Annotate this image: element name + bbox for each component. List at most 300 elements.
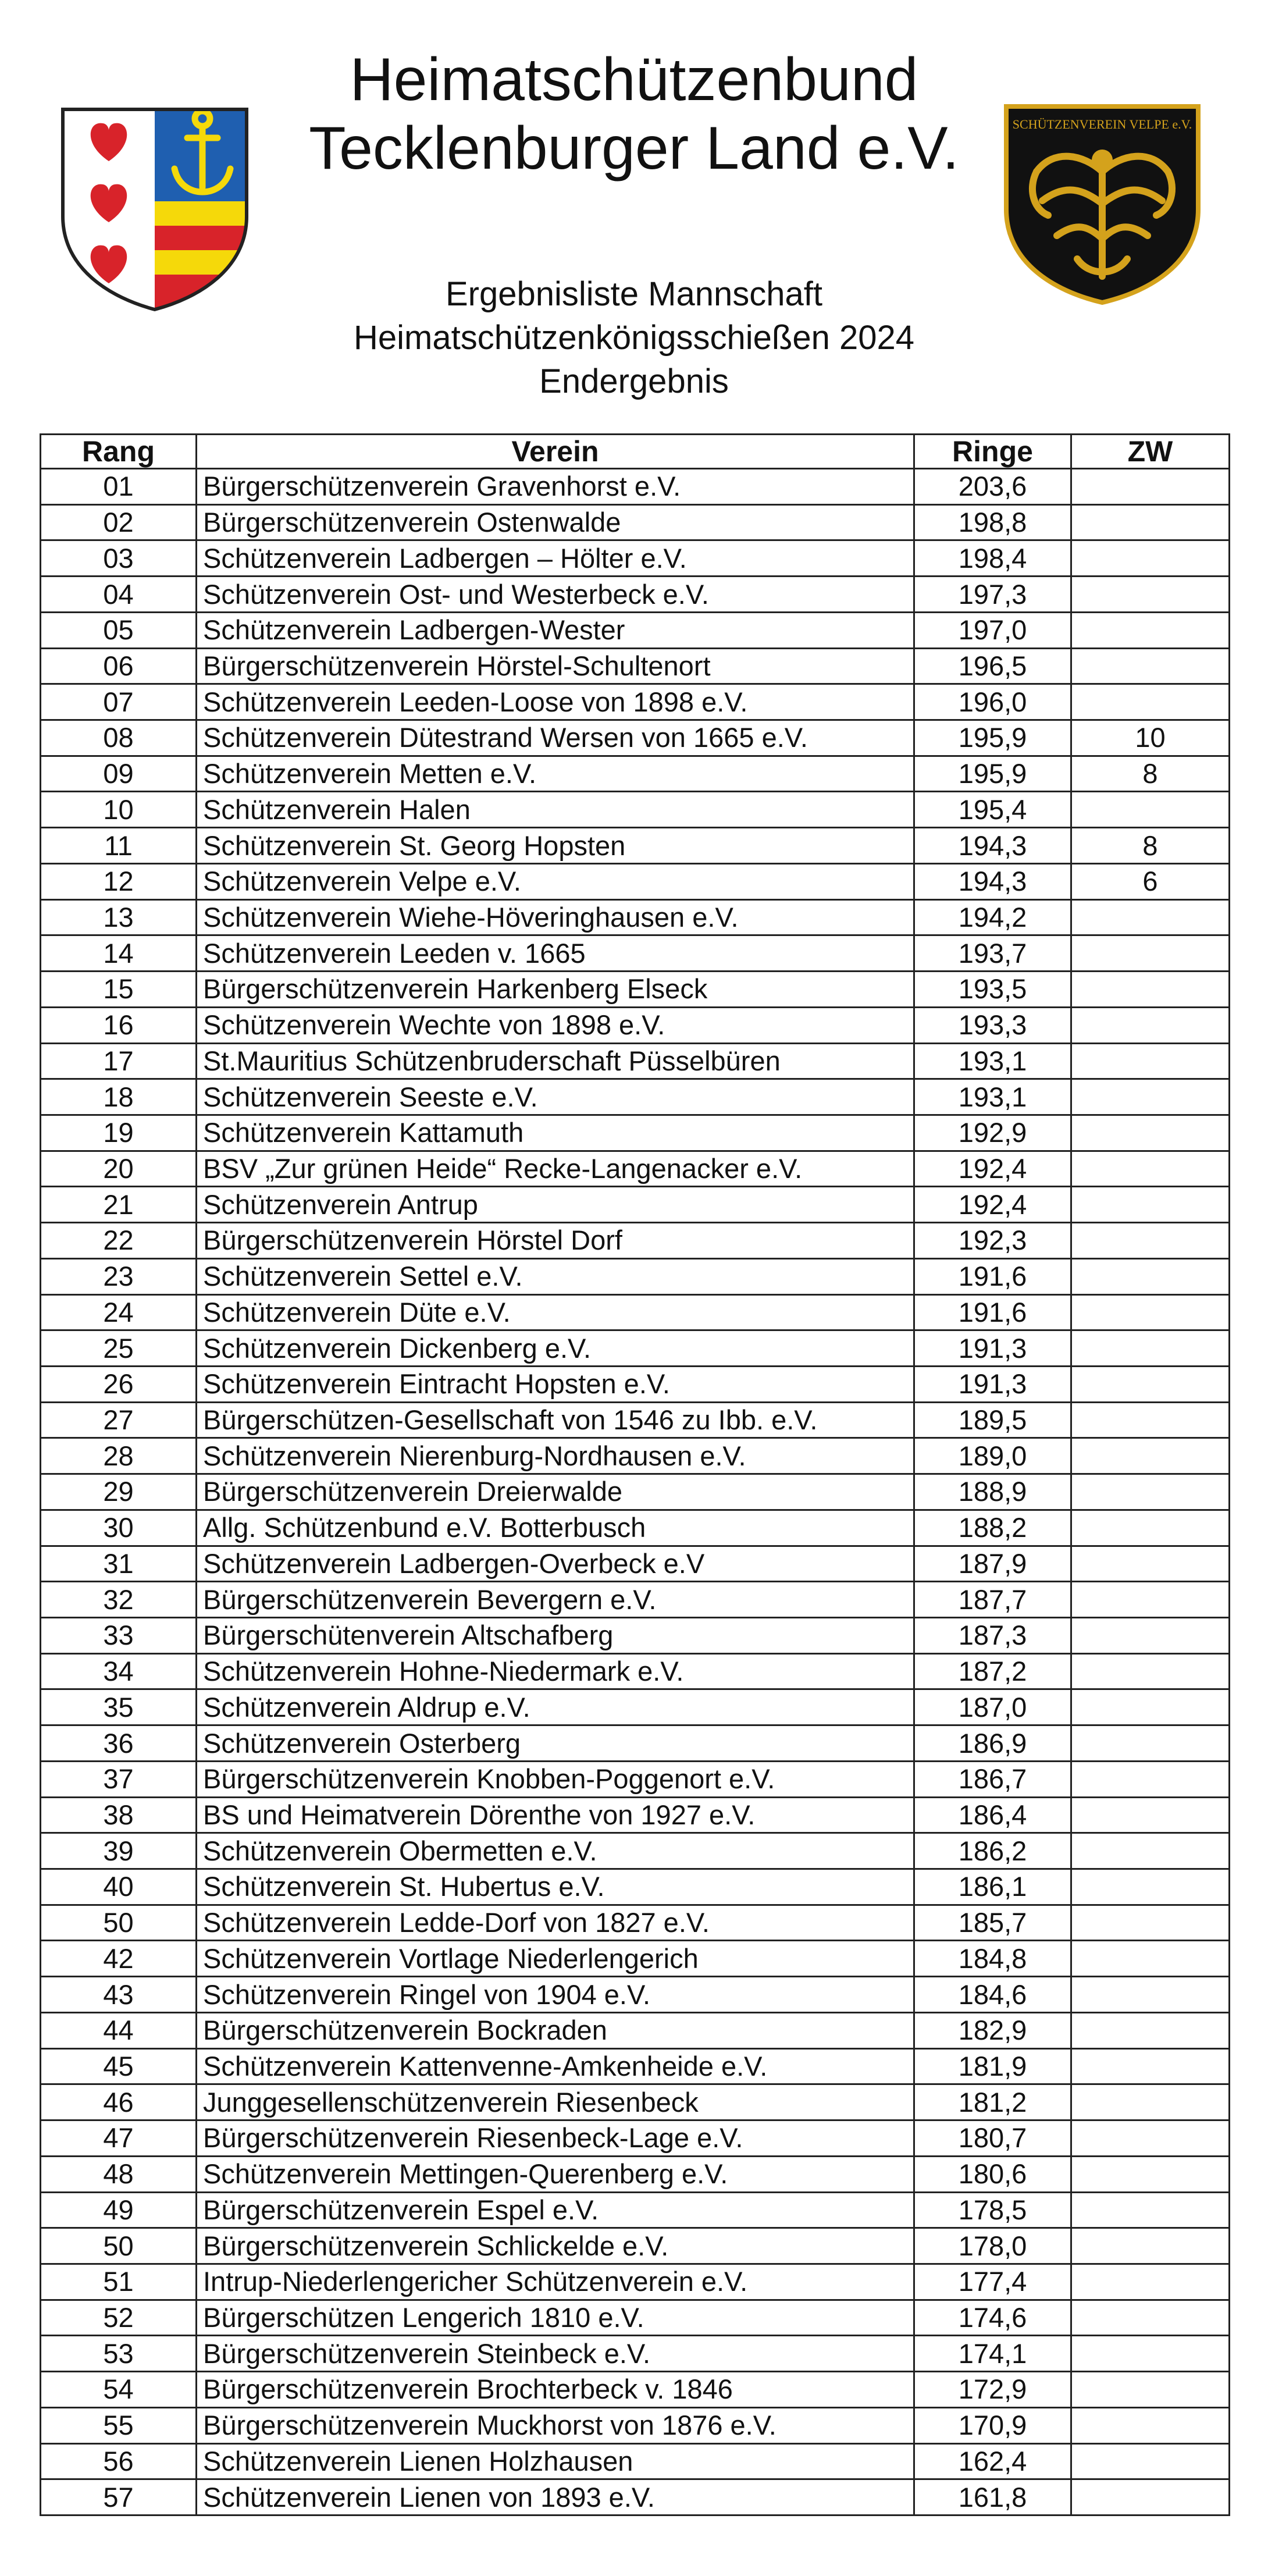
cell-ringe: 186,1	[914, 1869, 1071, 1905]
table-row	[41, 2048, 1230, 2084]
table-row	[41, 935, 1230, 972]
crest-text: SCHÜTZENVEREIN VELPE e.V.	[1012, 117, 1192, 131]
cell-rang: 57	[41, 2479, 197, 2515]
cell-rang: 49	[41, 2192, 197, 2228]
cell-verein: Bürgerschützenverein Hörstel Dorf	[197, 1223, 914, 1259]
cell-zw: 8	[1071, 756, 1230, 792]
cell-ringe: 161,8	[914, 2479, 1071, 2515]
cell-verein: Schützenverein Dickenberg e.V.	[197, 1330, 914, 1367]
cell-zw	[1071, 469, 1230, 505]
cell-ringe: 184,6	[914, 1977, 1071, 2013]
cell-ringe: 172,9	[914, 2372, 1071, 2408]
header-rang: Rang	[41, 435, 197, 469]
table-row	[41, 2084, 1230, 2120]
cell-zw	[1071, 1977, 1230, 2013]
cell-verein: Schützenverein Kattenvenne-Amkenheide e.V.	[197, 2048, 914, 2084]
cell-zw	[1071, 2372, 1230, 2408]
cell-ringe: 192,9	[914, 1115, 1071, 1151]
cell-zw	[1071, 2479, 1230, 2515]
cell-zw	[1071, 1294, 1230, 1330]
cell-ringe: 198,4	[914, 540, 1071, 577]
table-row	[41, 828, 1230, 864]
cell-verein: Schützenverein Lienen Holzhausen	[197, 2443, 914, 2479]
cell-verein: Schützenverein Dütestrand Wersen von 1665 e.V.	[197, 720, 914, 756]
cell-verein: BSV „Zur grünen Heide“ Recke-Langenacker e.V.	[197, 1151, 914, 1187]
cell-ringe: 192,3	[914, 1223, 1071, 1259]
cell-ringe: 191,6	[914, 1258, 1071, 1294]
cell-rang: 42	[41, 1941, 197, 1977]
cell-zw	[1071, 1366, 1230, 1402]
cell-verein: Bürgerschützen-Gesellschaft von 1546 zu Ibb. e.V.	[197, 1402, 914, 1438]
table-row	[41, 2443, 1230, 2479]
cell-ringe: 178,0	[914, 2228, 1071, 2264]
cell-verein: Schützenverein Nierenburg-Nordhausen e.V.	[197, 1438, 914, 1474]
table-row	[41, 2156, 1230, 2192]
cell-rang: 26	[41, 1366, 197, 1402]
header-ringe: Ringe	[914, 435, 1071, 469]
cell-rang: 20	[41, 1151, 197, 1187]
cell-zw	[1071, 2084, 1230, 2120]
cell-zw	[1071, 1151, 1230, 1187]
table-row	[41, 1223, 1230, 1259]
table-row	[41, 1079, 1230, 1115]
cell-zw	[1071, 1761, 1230, 1797]
cell-zw	[1071, 1869, 1230, 1905]
cell-zw	[1071, 1258, 1230, 1294]
cell-rang: 24	[41, 1294, 197, 1330]
table-row	[41, 1294, 1230, 1330]
cell-zw	[1071, 1905, 1230, 1941]
cell-rang: 39	[41, 1833, 197, 1869]
cell-verein: Junggesellenschützenverein Riesenbeck	[197, 2084, 914, 2120]
table-row	[41, 863, 1230, 899]
cell-rang: 21	[41, 1187, 197, 1223]
cell-zw	[1071, 1402, 1230, 1438]
cell-rang: 27	[41, 1402, 197, 1438]
cell-rang: 50	[41, 2228, 197, 2264]
cell-rang: 43	[41, 1977, 197, 2013]
cell-verein: Schützenverein Ost- und Westerbeck e.V.	[197, 577, 914, 613]
cell-rang: 05	[41, 612, 197, 648]
table-row	[41, 2192, 1230, 2228]
cell-verein: Schützenverein Seeste e.V.	[197, 1079, 914, 1115]
page-title	[244, 45, 1024, 183]
cell-zw	[1071, 1330, 1230, 1367]
cell-ringe: 182,9	[914, 2012, 1071, 2048]
cell-zw	[1071, 648, 1230, 684]
cell-rang: 11	[41, 828, 197, 864]
cell-zw	[1071, 1115, 1230, 1151]
cell-rang: 56	[41, 2443, 197, 2479]
table-row	[41, 1941, 1230, 1977]
table-row	[41, 1007, 1230, 1043]
cell-zw	[1071, 972, 1230, 1008]
cell-rang: 38	[41, 1797, 197, 1833]
table-row	[41, 2300, 1230, 2336]
table-row	[41, 504, 1230, 540]
table-row	[41, 1653, 1230, 1689]
cell-rang: 28	[41, 1438, 197, 1474]
table-row	[41, 1833, 1230, 1869]
cell-verein: Schützenverein Antrup	[197, 1187, 914, 1223]
table-row	[41, 612, 1230, 648]
table-row	[41, 2120, 1230, 2157]
cell-ringe: 189,5	[914, 1402, 1071, 1438]
cell-ringe: 170,9	[914, 2407, 1071, 2443]
cell-ringe: 195,9	[914, 756, 1071, 792]
cell-rang: 01	[41, 469, 197, 505]
table-row	[41, 2336, 1230, 2372]
cell-ringe: 191,3	[914, 1330, 1071, 1367]
cell-verein: Bürgerschützenverein Muckhorst von 1876 e.V.	[197, 2407, 914, 2443]
cell-rang: 08	[41, 720, 197, 756]
table-row	[41, 1510, 1230, 1546]
cell-verein: Bürgerschützenverein Ostenwalde	[197, 504, 914, 540]
cell-rang: 40	[41, 1869, 197, 1905]
cell-ringe: 187,7	[914, 1582, 1071, 1618]
cell-ringe: 192,4	[914, 1187, 1071, 1223]
title-line-2: Tecklenburger Land e.V.	[309, 115, 959, 182]
cell-verein: Allg. Schützenbund e.V. Botterbusch	[197, 1510, 914, 1546]
cell-zw	[1071, 2228, 1230, 2264]
table-row	[41, 469, 1230, 505]
cell-ringe: 185,7	[914, 1905, 1071, 1941]
cell-zw	[1071, 2300, 1230, 2336]
cell-rang: 46	[41, 2084, 197, 2120]
cell-verein: Bürgerschützenverein Steinbeck e.V.	[197, 2336, 914, 2372]
cell-ringe: 188,2	[914, 1510, 1071, 1546]
cell-verein: Schützenverein Ringel von 1904 e.V.	[197, 1977, 914, 2013]
cell-ringe: 187,0	[914, 1689, 1071, 1725]
cell-ringe: 193,3	[914, 1007, 1071, 1043]
table-row	[41, 899, 1230, 935]
cell-rang: 47	[41, 2120, 197, 2157]
cell-verein: Schützenverein Eintracht Hopsten e.V.	[197, 1366, 914, 1402]
cell-verein: Schützenverein Settel e.V.	[197, 1258, 914, 1294]
cell-ringe: 191,3	[914, 1366, 1071, 1402]
cell-ringe: 189,0	[914, 1438, 1071, 1474]
cell-verein: Schützenverein Ladbergen – Hölter e.V.	[197, 540, 914, 577]
cell-rang: 29	[41, 1474, 197, 1510]
cell-ringe: 186,2	[914, 1833, 1071, 1869]
cell-rang: 03	[41, 540, 197, 577]
cell-zw	[1071, 1007, 1230, 1043]
cell-ringe: 181,9	[914, 2048, 1071, 2084]
table-row	[41, 2372, 1230, 2408]
cell-ringe: 193,5	[914, 972, 1071, 1008]
cell-zw	[1071, 899, 1230, 935]
cell-zw	[1071, 1079, 1230, 1115]
cell-verein: Bürgerschützenverein Bevergern e.V.	[197, 1582, 914, 1618]
subtitle-line-2: Heimatschützenkönigsschießen 2024	[354, 319, 914, 357]
cell-verein: Schützenverein Leeden-Loose von 1898 e.V.	[197, 684, 914, 720]
table-row	[41, 1905, 1230, 1941]
cell-zw	[1071, 2192, 1230, 2228]
cell-zw	[1071, 1833, 1230, 1869]
cell-ringe: 196,0	[914, 684, 1071, 720]
table-row	[41, 1402, 1230, 1438]
cell-rang: 14	[41, 935, 197, 972]
cell-verein: Schützenverein Wiehe-Höveringhausen e.V.	[197, 899, 914, 935]
cell-rang: 10	[41, 792, 197, 828]
cell-rang: 25	[41, 1330, 197, 1367]
cell-zw	[1071, 2156, 1230, 2192]
cell-verein: Schützenverein St. Georg Hopsten	[197, 828, 914, 864]
cell-verein: BS und Heimatverein Dörenthe von 1927 e.V.	[197, 1797, 914, 1833]
header-verein: Verein	[197, 435, 914, 469]
cell-ringe: 187,9	[914, 1546, 1071, 1582]
table-row	[41, 2012, 1230, 2048]
cell-verein: Schützenverein Obermetten e.V.	[197, 1833, 914, 1869]
cell-ringe: 192,4	[914, 1151, 1071, 1187]
cell-verein: St.Mauritius Schützenbruderschaft Püsselbüren	[197, 1043, 914, 1079]
cell-zw	[1071, 1187, 1230, 1223]
cell-rang: 22	[41, 1223, 197, 1259]
cell-verein: Schützenverein Hohne-Niedermark e.V.	[197, 1653, 914, 1689]
cell-rang: 36	[41, 1725, 197, 1762]
cell-verein: Bürgerschützenverein Bockraden	[197, 2012, 914, 2048]
cell-zw	[1071, 1223, 1230, 1259]
cell-zw	[1071, 1797, 1230, 1833]
cell-rang: 53	[41, 2336, 197, 2372]
table-row	[41, 1546, 1230, 1582]
cell-verein: Schützenverein Leeden v. 1665	[197, 935, 914, 972]
cell-zw	[1071, 1546, 1230, 1582]
table-row	[41, 1187, 1230, 1223]
cell-ringe: 174,1	[914, 2336, 1071, 2372]
table-row	[41, 2407, 1230, 2443]
cell-rang: 07	[41, 684, 197, 720]
cell-verein: Bürgerschützenverein Brochterbeck v. 1846	[197, 2372, 914, 2408]
cell-zw	[1071, 2012, 1230, 2048]
cell-rang: 19	[41, 1115, 197, 1151]
cell-ringe: 187,2	[914, 1653, 1071, 1689]
cell-verein: Bürgerschütenverein Altschafberg	[197, 1618, 914, 1654]
header-zw: ZW	[1071, 435, 1230, 469]
cell-ringe: 180,7	[914, 2120, 1071, 2157]
cell-rang: 37	[41, 1761, 197, 1797]
cell-rang: 52	[41, 2300, 197, 2336]
cell-ringe: 194,3	[914, 828, 1071, 864]
cell-zw: 8	[1071, 828, 1230, 864]
page-subtitle	[174, 272, 1094, 403]
table-row	[41, 1797, 1230, 1833]
cell-verein: Schützenverein Wechte von 1898 e.V.	[197, 1007, 914, 1043]
cell-rang: 51	[41, 2264, 197, 2300]
cell-rang: 55	[41, 2407, 197, 2443]
cell-verein: Schützenverein Metten e.V.	[197, 756, 914, 792]
table-row	[41, 756, 1230, 792]
cell-rang: 45	[41, 2048, 197, 2084]
cell-rang: 33	[41, 1618, 197, 1654]
cell-ringe: 203,6	[914, 469, 1071, 505]
cell-rang: 04	[41, 577, 197, 613]
cell-verein: Schützenverein Ladbergen-Overbeck e.V	[197, 1546, 914, 1582]
cell-zw: 10	[1071, 720, 1230, 756]
cell-zw	[1071, 1941, 1230, 1977]
table-row	[41, 1151, 1230, 1187]
table-row	[41, 648, 1230, 684]
cell-ringe: 187,3	[914, 1618, 1071, 1654]
cell-ringe: 197,3	[914, 577, 1071, 613]
cell-ringe: 198,8	[914, 504, 1071, 540]
cell-rang: 09	[41, 756, 197, 792]
cell-verein: Bürgerschützenverein Hörstel-Schultenort	[197, 648, 914, 684]
cell-zw	[1071, 540, 1230, 577]
table-row	[41, 684, 1230, 720]
table-row	[41, 540, 1230, 577]
table-row	[41, 1258, 1230, 1294]
title-line-1: Heimatschützenbund	[350, 46, 918, 113]
table-row	[41, 792, 1230, 828]
cell-zw	[1071, 2264, 1230, 2300]
cell-ringe: 186,9	[914, 1725, 1071, 1762]
cell-verein: Schützenverein Velpe e.V.	[197, 863, 914, 899]
cell-verein: Schützenverein Düte e.V.	[197, 1294, 914, 1330]
cell-ringe: 195,9	[914, 720, 1071, 756]
cell-rang: 30	[41, 1510, 197, 1546]
results-body	[41, 469, 1230, 2515]
cell-zw	[1071, 684, 1230, 720]
cell-zw	[1071, 2048, 1230, 2084]
cell-zw	[1071, 1582, 1230, 1618]
cell-zw	[1071, 2443, 1230, 2479]
table-row	[41, 1977, 1230, 2013]
cell-verein: Schützenverein Mettingen-Querenberg e.V.	[197, 2156, 914, 2192]
cell-rang: 18	[41, 1079, 197, 1115]
table-row	[41, 1330, 1230, 1367]
cell-rang: 31	[41, 1546, 197, 1582]
cell-verein: Schützenverein Ladbergen-Wester	[197, 612, 914, 648]
cell-ringe: 174,6	[914, 2300, 1071, 2336]
cell-ringe: 197,0	[914, 612, 1071, 648]
cell-zw	[1071, 1618, 1230, 1654]
cell-ringe: 193,1	[914, 1043, 1071, 1079]
table-row	[41, 2479, 1230, 2515]
cell-verein: Bürgerschützenverein Riesenbeck-Lage e.V.	[197, 2120, 914, 2157]
cell-rang: 34	[41, 1653, 197, 1689]
subtitle-line-3: Endergebnis	[539, 362, 729, 400]
subtitle-line-1: Ergebnisliste Mannschaft	[446, 275, 822, 313]
cell-verein: Bürgerschützenverein Harkenberg Elseck	[197, 972, 914, 1008]
cell-zw: 6	[1071, 863, 1230, 899]
cell-ringe: 184,8	[914, 1941, 1071, 1977]
table-row	[41, 1115, 1230, 1151]
cell-zw	[1071, 2120, 1230, 2157]
cell-verein: Schützenverein Halen	[197, 792, 914, 828]
cell-zw	[1071, 504, 1230, 540]
cell-ringe: 181,2	[914, 2084, 1071, 2120]
table-row	[41, 720, 1230, 756]
cell-ringe: 178,5	[914, 2192, 1071, 2228]
cell-zw	[1071, 577, 1230, 613]
cell-zw	[1071, 1689, 1230, 1725]
cell-verein: Bürgerschützenverein Espel e.V.	[197, 2192, 914, 2228]
cell-verein: Schützenverein Ledde-Dorf von 1827 e.V.	[197, 1905, 914, 1941]
cell-rang: 32	[41, 1582, 197, 1618]
cell-zw	[1071, 1725, 1230, 1762]
table-header-row	[41, 435, 1230, 469]
cell-verein: Schützenverein Aldrup e.V.	[197, 1689, 914, 1725]
table-row	[41, 1043, 1230, 1079]
table-row	[41, 1725, 1230, 1762]
table-row	[41, 1438, 1230, 1474]
cell-zw	[1071, 1438, 1230, 1474]
results-table	[40, 433, 1230, 2516]
table-row	[41, 1689, 1230, 1725]
cell-ringe: 194,3	[914, 863, 1071, 899]
table-row	[41, 972, 1230, 1008]
cell-verein: Schützenverein St. Hubertus e.V.	[197, 1869, 914, 1905]
cell-ringe: 195,4	[914, 792, 1071, 828]
cell-zw	[1071, 1474, 1230, 1510]
cell-verein: Schützenverein Vortlage Niederlengerich	[197, 1941, 914, 1977]
cell-ringe: 177,4	[914, 2264, 1071, 2300]
table-row	[41, 2264, 1230, 2300]
cell-ringe: 193,1	[914, 1079, 1071, 1115]
cell-zw	[1071, 935, 1230, 972]
table-row	[41, 1618, 1230, 1654]
cell-rang: 06	[41, 648, 197, 684]
cell-rang: 54	[41, 2372, 197, 2408]
cell-ringe: 193,7	[914, 935, 1071, 972]
cell-ringe: 196,5	[914, 648, 1071, 684]
cell-zw	[1071, 612, 1230, 648]
cell-rang: 13	[41, 899, 197, 935]
cell-rang: 50	[41, 1905, 197, 1941]
cell-rang: 16	[41, 1007, 197, 1043]
cell-zw	[1071, 1510, 1230, 1546]
cell-zw	[1071, 2336, 1230, 2372]
table-row	[41, 2228, 1230, 2264]
cell-verein: Intrup-Niederlengericher Schützenverein e.V.	[197, 2264, 914, 2300]
table-row	[41, 1761, 1230, 1797]
cell-zw	[1071, 792, 1230, 828]
cell-rang: 12	[41, 863, 197, 899]
table-row	[41, 1474, 1230, 1510]
cell-verein: Bürgerschützenverein Knobben-Poggenort e.V.	[197, 1761, 914, 1797]
cell-ringe: 194,2	[914, 899, 1071, 935]
cell-ringe: 162,4	[914, 2443, 1071, 2479]
cell-verein: Schützenverein Kattamuth	[197, 1115, 914, 1151]
cell-rang: 23	[41, 1258, 197, 1294]
cell-rang: 48	[41, 2156, 197, 2192]
table-row	[41, 577, 1230, 613]
cell-ringe: 186,4	[914, 1797, 1071, 1833]
cell-zw	[1071, 2407, 1230, 2443]
cell-rang: 15	[41, 972, 197, 1008]
cell-verein: Bürgerschützenverein Schlickelde e.V.	[197, 2228, 914, 2264]
cell-rang: 44	[41, 2012, 197, 2048]
cell-rang: 35	[41, 1689, 197, 1725]
cell-ringe: 188,9	[914, 1474, 1071, 1510]
cell-zw	[1071, 1043, 1230, 1079]
cell-verein: Schützenverein Osterberg	[197, 1725, 914, 1762]
cell-rang: 02	[41, 504, 197, 540]
cell-ringe: 180,6	[914, 2156, 1071, 2192]
cell-ringe: 186,7	[914, 1761, 1071, 1797]
cell-verein: Bürgerschützenverein Dreierwalde	[197, 1474, 914, 1510]
cell-rang: 17	[41, 1043, 197, 1079]
table-row	[41, 1582, 1230, 1618]
table-row	[41, 1366, 1230, 1402]
cell-verein: Schützenverein Lienen von 1893 e.V.	[197, 2479, 914, 2515]
cell-verein: Bürgerschützen Lengerich 1810 e.V.	[197, 2300, 914, 2336]
cell-zw	[1071, 1653, 1230, 1689]
table-row	[41, 1869, 1230, 1905]
cell-ringe: 191,6	[914, 1294, 1071, 1330]
cell-verein: Bürgerschützenverein Gravenhorst e.V.	[197, 469, 914, 505]
